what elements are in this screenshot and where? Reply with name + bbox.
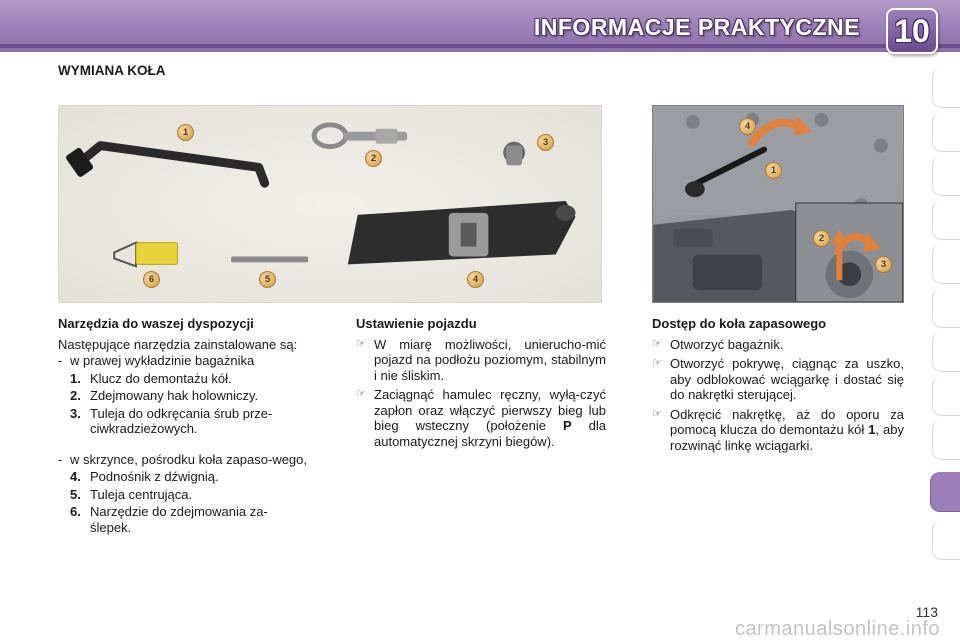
tools-drawing [59,106,601,302]
chapter-tab[interactable] [932,332,960,372]
instruction-step: ☞ Zaciągnąć hamulec ręczny, wyłą-czyć zapłon oraz włączyć pierwszy bieg lub bieg wsteczny (położenie P dla automatycznej skrzyni biegów). [356,387,606,449]
tools-illustration [58,105,602,303]
instruction-step: ☞ W miarę możliwości, unierucho-mić pojazd na podłożu poziomym, stabilnym i nie śliskim. [356,336,606,383]
vehicle-positioning-column [356,316,606,449]
chapter-title: INFORMACJE PRAKTYCZNE [533,14,860,40]
instruction-step: ☞ Odkręcić nakrętkę, aż do oporu za pomocą klucza do demontażu kół 1, aby rozwinąć linkę wciągarki. [652,406,905,453]
tools-group-spare-wheel: - w skrzynce, pośrodku koła zapaso-wego, [58,451,308,467]
positioning-heading: Ustawienie pojazdu [356,316,477,331]
pointing-hand-icon: ☞ [356,337,366,350]
tools-heading: Narzędzia do waszej dyspozycji [58,316,254,331]
chapter-tab[interactable] [932,420,960,460]
callout-marker: 4 [467,271,484,288]
towing-eye-icon [314,125,346,147]
centering-sleeve-icon [231,256,308,262]
section-title: WYMIANA KOŁA [58,63,166,78]
callout-marker: 5 [259,271,276,288]
chapter-tab[interactable] [932,520,960,560]
chapter-tab[interactable] [932,156,960,196]
wheel-wrench-icon [79,146,265,184]
trunk-drawing [653,106,903,302]
list-item: 1. Klucz do demontażu kół. [70,370,232,386]
list-item: 5. Tuleja centrująca. [70,486,193,502]
chapter-tab-active[interactable] [930,472,960,512]
chapter-number-badge: 10 [886,8,938,54]
spare-wheel-access-column [652,316,904,453]
page-number: 113 [915,604,938,620]
callout-marker: 1 [177,124,194,141]
pointing-hand-icon: ☞ [652,407,662,420]
chapter-tab[interactable] [932,244,960,284]
list-item: 3. Tuleja do odkręcania śrub prze-ciwkradzieżowych. [70,405,273,436]
list-item: 4. Podnośnik z dźwignią. [70,469,219,484]
trunk-illustration [652,105,904,303]
tools-group-trunk: - w prawej wykładzinie bagażnika [58,353,255,368]
tools-intro: Następujące narzędzia zainstalowane są: [58,336,298,352]
header-divider [0,44,960,48]
pointing-hand-icon: ☞ [652,337,662,350]
chapter-tab[interactable] [932,112,960,152]
instruction-step: ☞ Otworzyć pokrywę, ciągnąc za uszko, aby odblokować wciągarkę i dostać się do nakrętki sterującej. [652,356,904,402]
callout-marker: 1 [765,162,782,179]
callout-marker: 3 [875,256,892,273]
chapter-tab[interactable] [932,200,960,240]
chapter-tab[interactable] [932,376,960,416]
pointing-hand-icon: ☞ [652,357,662,369]
callout-marker: 6 [143,271,160,288]
callout-marker: 3 [537,134,554,151]
access-heading: Dostęp do koła zapasowego [652,316,827,331]
callout-marker: 2 [365,150,382,167]
tools-group-label: w prawej wykładzinie bagażnika [70,353,255,368]
instruction-step: ☞ Otworzyć bagażnik. [652,336,784,352]
callout-marker: 2 [813,230,830,247]
cap-tool-icon [114,243,136,267]
tools-group-label: w skrzynce, pośrodku koła zapaso-wego, [70,451,308,467]
list-item: 6. Narzędzie do zdejmowania za-ślepek. [70,504,268,535]
list-item: 2. Zdejmowany hak holowniczy. [70,388,259,403]
watermark: carmanualsonline.info [734,618,940,640]
chapter-tabs [930,68,960,578]
tools-available-column [58,316,308,535]
callout-marker: 4 [739,118,756,135]
chapter-tab[interactable] [932,288,960,328]
pointing-hand-icon: ☞ [356,388,366,400]
chapter-tab[interactable] [932,68,960,108]
